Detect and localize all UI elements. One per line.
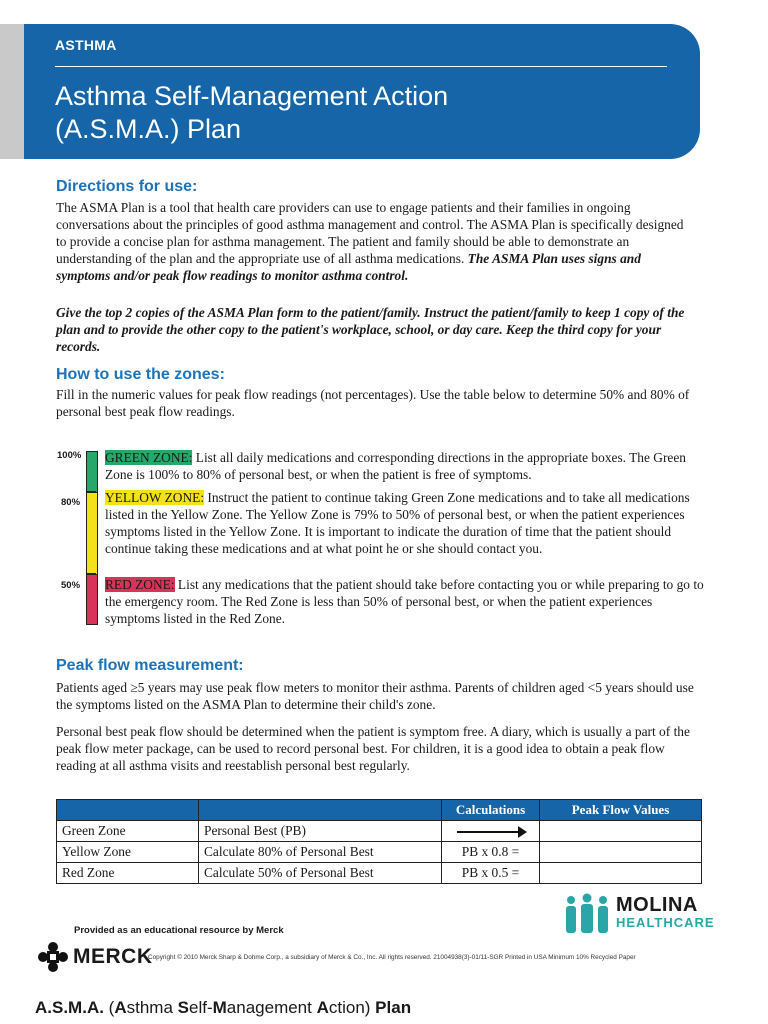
table-cell: Calculate 80% of Personal Best xyxy=(199,842,442,863)
merck-emblem-icon xyxy=(38,942,68,972)
title-part: sthma xyxy=(126,998,178,1017)
molina-people-icon xyxy=(563,893,611,935)
directions-text: The ASMA Plan is a tool that health care providers can use to engage patients and their families in ongoing conversations about the principles of good asthma management and control. The ASMA Plan is specifically designed to provide a concise plan for asthma management. The patient and family should be able to demonstrate an understanding of the plan and the appropriate use of all asthma medications. xyxy=(56,200,684,266)
directions-paragraph-2: Give the top 2 copies of the ASMA Plan form to the patient/family. Instruct the patient/family to keep 1 copy of the plan and to provide the other copy to the patient's workplace, school, or day care. Keep the third copy for your records. xyxy=(56,305,685,354)
yellow-zone-text: Instruct the patient to continue taking Green Zone medications and to take all medications listed in the Yellow Zone. The Yellow Zone is 79% to 50% of personal best, or when the patient experiences symptoms listed in the Yellow Zone. It is important to indicate the duration of time that the patient should continue taking these medications and at what point he or she should contact you. xyxy=(105,490,690,556)
title-letter: Plan xyxy=(375,998,412,1017)
scale-80: 80% xyxy=(61,497,81,508)
table-header-calculations: Calculations xyxy=(442,800,540,821)
title-part: ( xyxy=(103,998,115,1017)
zones-heading: How to use the zones: xyxy=(56,366,225,383)
title-letter: A xyxy=(114,998,127,1017)
directions-paragraph-1 xyxy=(56,199,696,284)
peak-flow-paragraph-2: Personal best peak flow should be determined when the patient is symptom free. A diary, which is usually a part of the peak flow meter package, can be used to record personal best. For children, it is a good idea to obtain a peak flow reading at all asthma visits and reestablish personal best regularly. xyxy=(56,724,690,773)
molina-logo xyxy=(563,893,715,935)
table-cell: Green Zone xyxy=(57,821,199,842)
title-part: ction) xyxy=(328,998,376,1017)
table-row xyxy=(57,863,702,884)
scale-50: 50% xyxy=(61,580,81,591)
header-divider xyxy=(55,66,667,67)
peak-flow-value-field[interactable] xyxy=(540,842,702,863)
merck-wordmark: MERCK xyxy=(73,945,153,968)
provided-by-text: Provided as an educational resource by Merck xyxy=(74,925,284,936)
red-zone-text: List any medications that the patient should take before contacting you or while preparing to go to the emergency room. The Red Zone is less than 50% of personal best, or when the patient experiences symptoms listed in the Red Zone. xyxy=(105,577,704,626)
arrow-icon xyxy=(442,821,540,842)
left-accent-bar xyxy=(0,24,24,159)
table-header-row xyxy=(57,800,702,821)
molina-wordmark xyxy=(616,894,715,931)
table-cell: Red Zone xyxy=(57,863,199,884)
scale-100: 100% xyxy=(57,450,82,461)
table-cell: Personal Best (PB) xyxy=(199,821,442,842)
title-acronym: A.S.M.A. xyxy=(35,998,104,1017)
title-line-1: Asthma Self-Management Action xyxy=(55,81,449,111)
red-zone-description xyxy=(105,576,705,627)
yellow-zone-label: YELLOW ZONE: xyxy=(105,490,205,505)
page-title xyxy=(55,80,675,146)
table-cell: PB x 0.5 = xyxy=(442,863,540,884)
molina-name: MOLINA xyxy=(616,894,698,916)
title-letter: S xyxy=(177,998,189,1017)
peak-flow-value-field[interactable] xyxy=(540,863,702,884)
table-cell: Yellow Zone xyxy=(57,842,199,863)
directions-emphasis: The ASMA Plan uses signs and symptoms and/or peak flow readings to monitor asthma control. xyxy=(56,251,641,283)
green-zone-description xyxy=(105,449,705,483)
title-letter: M xyxy=(212,998,227,1017)
title-letter: A xyxy=(316,998,329,1017)
table-row xyxy=(57,821,702,842)
zones-intro: Fill in the numeric values for peak flow readings (not percentages). Use the table below to determine 50% and 80% of personal best peak flow readings. xyxy=(56,387,690,419)
green-zone-text: List all daily medications and corresponding directions in the appropriate boxes. The Green Zone is 100% to 80% of personal best, or when the patient is free of symptoms. xyxy=(105,450,686,482)
table-cell: PB x 0.8 = xyxy=(442,842,540,863)
header-banner xyxy=(24,24,700,159)
peak-flow-table xyxy=(56,799,702,884)
table-cell: Calculate 50% of Personal Best xyxy=(199,863,442,884)
title-part: anagement xyxy=(226,998,317,1017)
red-zone-bar xyxy=(86,574,98,625)
scale-tick-50 xyxy=(86,573,96,575)
merck-logo xyxy=(38,942,153,972)
title-line-2: (A.S.M.A.) Plan xyxy=(55,114,242,144)
bottom-plan-title xyxy=(35,998,411,1018)
category-label: ASTHMA xyxy=(55,37,117,53)
table-header xyxy=(57,800,199,821)
green-zone-bar xyxy=(86,451,98,493)
copyright-text: Copyright © 2010 Merck Sharp & Dohme Corp., a subsidiary of Merck & Co., Inc. All rights reserved. 21004938(3)-01/11-SGR Printed in USA Minimum 10% Recycled Paper xyxy=(148,954,636,961)
peak-flow-heading: Peak flow measurement: xyxy=(56,657,244,674)
table-header-peak-flow-values: Peak Flow Values xyxy=(540,800,702,821)
green-zone-label: GREEN ZONE: xyxy=(105,450,193,465)
yellow-zone-description xyxy=(105,489,705,557)
peak-flow-paragraph-1: Patients aged ≥5 years may use peak flow meters to monitor their asthma. Parents of children aged <5 years should use the symptoms listed on the ASMA Plan to determine their child's zone. xyxy=(56,680,694,712)
table-header xyxy=(199,800,442,821)
peak-flow-value-field[interactable] xyxy=(540,821,702,842)
scale-tick-80 xyxy=(86,491,96,493)
yellow-zone-bar xyxy=(86,492,98,575)
table-row xyxy=(57,842,702,863)
molina-subtitle: HEALTHCARE xyxy=(616,915,715,930)
red-zone-label: RED ZONE: xyxy=(105,577,175,592)
title-part: elf- xyxy=(189,998,213,1017)
directions-heading: Directions for use: xyxy=(56,178,198,195)
